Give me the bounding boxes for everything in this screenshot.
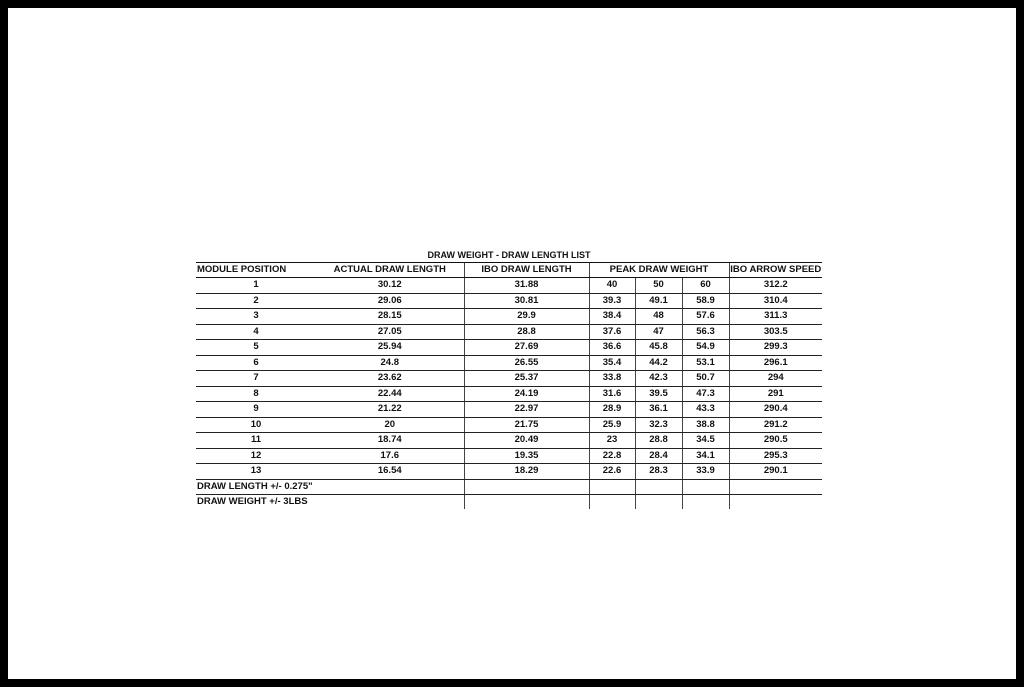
empty-cell bbox=[682, 479, 729, 495]
weight-50-cell: 45.8 bbox=[635, 340, 682, 356]
actual-draw-length-cell: 29.06 bbox=[316, 293, 464, 309]
empty-cell bbox=[589, 479, 635, 495]
module-position-cell: 1 bbox=[196, 278, 316, 294]
module-position-cell: 3 bbox=[196, 309, 316, 325]
module-position-cell: 7 bbox=[196, 371, 316, 387]
header-actual-draw-length: ACTUAL DRAW LENGTH bbox=[316, 263, 464, 278]
weight-header-60: 60 bbox=[682, 278, 729, 294]
module-position-cell: 9 bbox=[196, 402, 316, 418]
empty-cell bbox=[635, 495, 682, 510]
ibo-draw-length-cell: 24.19 bbox=[464, 386, 589, 402]
weight-header-40: 40 bbox=[589, 278, 635, 294]
weight-50-cell: 48 bbox=[635, 309, 682, 325]
empty-cell bbox=[464, 495, 589, 510]
table-row bbox=[196, 371, 822, 387]
weight-40-cell: 33.8 bbox=[589, 371, 635, 387]
weight-40-cell: 22.6 bbox=[589, 464, 635, 480]
table-row bbox=[196, 433, 822, 449]
weight-50-cell: 28.4 bbox=[635, 448, 682, 464]
weight-60-cell: 38.8 bbox=[682, 417, 729, 433]
weight-40-cell: 39.3 bbox=[589, 293, 635, 309]
ibo-draw-length-cell: 30.81 bbox=[464, 293, 589, 309]
weight-50-cell: 49.1 bbox=[635, 293, 682, 309]
empty-cell bbox=[729, 479, 822, 495]
module-position-cell: 11 bbox=[196, 433, 316, 449]
ibo-arrow-speed-cell: 310.4 bbox=[729, 293, 822, 309]
draw-weight-table bbox=[196, 262, 822, 509]
weight-40-cell: 31.6 bbox=[589, 386, 635, 402]
weight-60-cell: 43.3 bbox=[682, 402, 729, 418]
header-ibo-arrow-speed: IBO ARROW SPEED bbox=[729, 263, 822, 278]
ibo-arrow-speed-cell: 299.3 bbox=[729, 340, 822, 356]
weight-40-cell: 28.9 bbox=[589, 402, 635, 418]
weight-40-cell: 37.6 bbox=[589, 324, 635, 340]
note-row-draw-length bbox=[196, 479, 822, 495]
weight-40-cell: 36.6 bbox=[589, 340, 635, 356]
actual-draw-length-cell: 16.54 bbox=[316, 464, 464, 480]
empty-cell bbox=[464, 479, 589, 495]
actual-draw-length-cell: 20 bbox=[316, 417, 464, 433]
module-position-cell: 13 bbox=[196, 464, 316, 480]
weight-60-cell: 53.1 bbox=[682, 355, 729, 371]
module-position-cell: 10 bbox=[196, 417, 316, 433]
table-row bbox=[196, 402, 822, 418]
table-row bbox=[196, 340, 822, 356]
weight-50-cell: 42.3 bbox=[635, 371, 682, 387]
weight-40-cell: 35.4 bbox=[589, 355, 635, 371]
ibo-arrow-speed-cell: 296.1 bbox=[729, 355, 822, 371]
weight-50-cell: 36.1 bbox=[635, 402, 682, 418]
table-row bbox=[196, 386, 822, 402]
ibo-arrow-speed-cell: 291 bbox=[729, 386, 822, 402]
header-peak-draw-weight: PEAK DRAW WEIGHT bbox=[589, 263, 729, 278]
note-row-draw-weight bbox=[196, 495, 822, 510]
module-position-cell: 2 bbox=[196, 293, 316, 309]
table-row bbox=[196, 448, 822, 464]
empty-cell bbox=[589, 495, 635, 510]
weight-60-cell: 50.7 bbox=[682, 371, 729, 387]
draw-weight-tolerance: DRAW WEIGHT +/- 3LBS bbox=[197, 496, 308, 507]
ibo-arrow-speed-cell: 294 bbox=[729, 371, 822, 387]
ibo-draw-length-cell: 22.97 bbox=[464, 402, 589, 418]
weight-40-cell: 22.8 bbox=[589, 448, 635, 464]
table-row bbox=[196, 417, 822, 433]
actual-draw-length-cell: 18.74 bbox=[316, 433, 464, 449]
weight-60-cell: 34.1 bbox=[682, 448, 729, 464]
ibo-arrow-speed-cell: 311.3 bbox=[729, 309, 822, 325]
ibo-arrow-speed-cell: 290.1 bbox=[729, 464, 822, 480]
weight-50-cell: 47 bbox=[635, 324, 682, 340]
actual-draw-length-cell: 27.05 bbox=[316, 324, 464, 340]
ibo-draw-length-cell: 28.8 bbox=[464, 324, 589, 340]
weight-60-cell: 47.3 bbox=[682, 386, 729, 402]
actual-draw-length-cell: 25.94 bbox=[316, 340, 464, 356]
actual-draw-length-cell: 23.62 bbox=[316, 371, 464, 387]
empty-cell bbox=[635, 479, 682, 495]
ibo-arrow-speed-cell: 290.4 bbox=[729, 402, 822, 418]
ibo-draw-length-cell: 19.35 bbox=[464, 448, 589, 464]
module-position-cell: 5 bbox=[196, 340, 316, 356]
table-row bbox=[196, 355, 822, 371]
weight-40-cell: 38.4 bbox=[589, 309, 635, 325]
sheet-title: DRAW WEIGHT - DRAW LENGTH LIST bbox=[427, 250, 591, 260]
weight-50-cell: 44.2 bbox=[635, 355, 682, 371]
ibo-arrow-speed-cell: 312.2 bbox=[729, 278, 822, 294]
ibo-draw-length-cell: 20.49 bbox=[464, 433, 589, 449]
draw-length-tolerance: DRAW LENGTH +/- 0.275" bbox=[196, 479, 464, 495]
weight-header-50: 50 bbox=[635, 278, 682, 294]
actual-draw-length-cell: 21.22 bbox=[316, 402, 464, 418]
header-ibo-draw-length: IBO DRAW LENGTH bbox=[464, 263, 589, 278]
document-page bbox=[8, 8, 1016, 679]
weight-60-cell: 34.5 bbox=[682, 433, 729, 449]
weight-50-cell: 28.8 bbox=[635, 433, 682, 449]
ibo-arrow-speed-cell: 295.3 bbox=[729, 448, 822, 464]
header-module-position: MODULE POSITION bbox=[196, 263, 316, 278]
actual-draw-length-cell: 30.12 bbox=[316, 278, 464, 294]
weight-40-cell: 25.9 bbox=[589, 417, 635, 433]
weight-50-cell: 39.5 bbox=[635, 386, 682, 402]
weight-40-cell: 23 bbox=[589, 433, 635, 449]
ibo-arrow-speed-cell: 303.5 bbox=[729, 324, 822, 340]
weight-60-cell: 33.9 bbox=[682, 464, 729, 480]
weight-50-cell: 32.3 bbox=[635, 417, 682, 433]
actual-draw-length-cell: 28.15 bbox=[316, 309, 464, 325]
module-position-cell: 12 bbox=[196, 448, 316, 464]
ibo-draw-length-cell: 25.37 bbox=[464, 371, 589, 387]
table-row bbox=[196, 464, 822, 480]
module-position-cell: 8 bbox=[196, 386, 316, 402]
weight-60-cell: 54.9 bbox=[682, 340, 729, 356]
ibo-draw-length-cell: 29.9 bbox=[464, 309, 589, 325]
ibo-draw-length-cell: 26.55 bbox=[464, 355, 589, 371]
weight-60-cell: 56.3 bbox=[682, 324, 729, 340]
table-row bbox=[196, 278, 822, 294]
ibo-arrow-speed-cell: 291.2 bbox=[729, 417, 822, 433]
table-row bbox=[196, 293, 822, 309]
weight-60-cell: 58.9 bbox=[682, 293, 729, 309]
weight-50-cell: 28.3 bbox=[635, 464, 682, 480]
header-row bbox=[196, 263, 822, 278]
table-row bbox=[196, 324, 822, 340]
empty-cell bbox=[729, 495, 822, 510]
table-row bbox=[196, 309, 822, 325]
draw-length-sheet bbox=[196, 248, 822, 509]
module-position-cell: 6 bbox=[196, 355, 316, 371]
actual-draw-length-cell: 22.44 bbox=[316, 386, 464, 402]
module-position-cell: 4 bbox=[196, 324, 316, 340]
empty-cell bbox=[682, 495, 729, 510]
weight-60-cell: 57.6 bbox=[682, 309, 729, 325]
ibo-draw-length-cell: 27.69 bbox=[464, 340, 589, 356]
ibo-draw-length-cell: 18.29 bbox=[464, 464, 589, 480]
actual-draw-length-cell: 24.8 bbox=[316, 355, 464, 371]
ibo-draw-length-cell: 31.88 bbox=[464, 278, 589, 294]
ibo-arrow-speed-cell: 290.5 bbox=[729, 433, 822, 449]
ibo-draw-length-cell: 21.75 bbox=[464, 417, 589, 433]
actual-draw-length-cell: 17.6 bbox=[316, 448, 464, 464]
